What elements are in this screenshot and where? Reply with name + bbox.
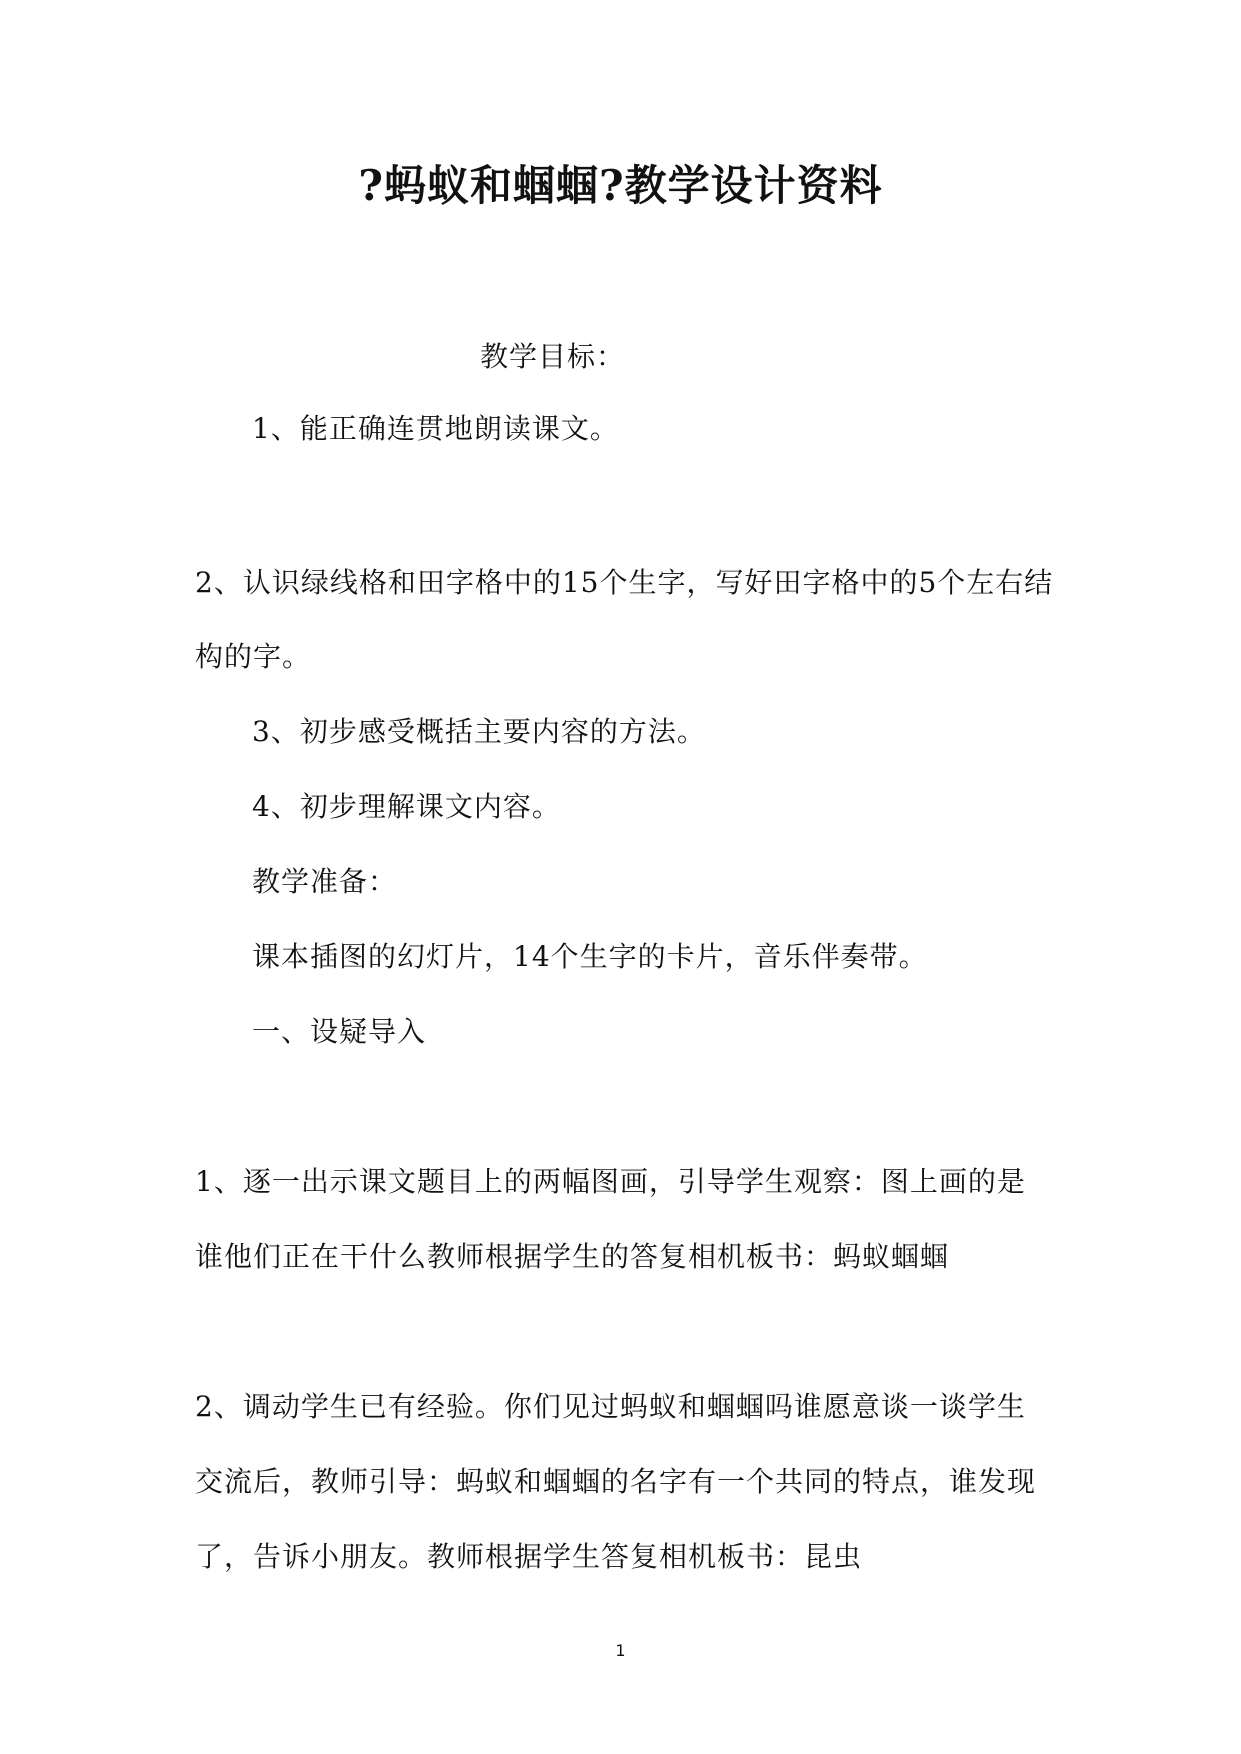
goal-line-1: 1、能正确连贯地朗读课文。 [252,412,619,445]
goal-line-3: 3、初步感受概括主要内容的方法。 [252,715,706,748]
section-one-item-2: 2、调动学生已有经验。你们见过蚂蚁和蝈蝈吗谁愿意谈一谈学生 [195,1390,1026,1423]
section-one-item-2-continued-2: 了，告诉小朋友。教师根据学生答复相机板书：昆虫 [195,1540,863,1573]
section-one-item-2-continued-1: 交流后，教师引导：蚂蚁和蝈蝈的名字有一个共同的特点，谁发现 [195,1465,1037,1498]
section-one-item-1-continued: 谁他们正在干什么教师根据学生的答复相机板书：蚂蚁蝈蝈 [195,1240,950,1273]
document-title: ?蚂蚁和蝈蝈?教学设计资料 [358,161,883,210]
section-one-item-1: 1、逐一出示课文题目上的两幅图画，引导学生观察：图上画的是 [195,1165,1026,1198]
section-one-heading: 一、设疑导入 [252,1015,427,1048]
goal-line-4: 4、初步理解课文内容。 [252,790,561,823]
goal-line-2: 2、认识绿线格和田字格中的15个生字，写好田字格中的5个左右结 [195,566,1054,599]
page-number: 1 [615,1641,626,1660]
goal-line-2-continued: 构的字。 [195,640,312,673]
preparation-text: 课本插图的幻灯片，14个生字的卡片，音乐伴奏带。 [252,940,928,973]
teaching-goals-heading: 教学目标： [480,340,626,373]
preparation-heading: 教学准备： [252,865,398,898]
